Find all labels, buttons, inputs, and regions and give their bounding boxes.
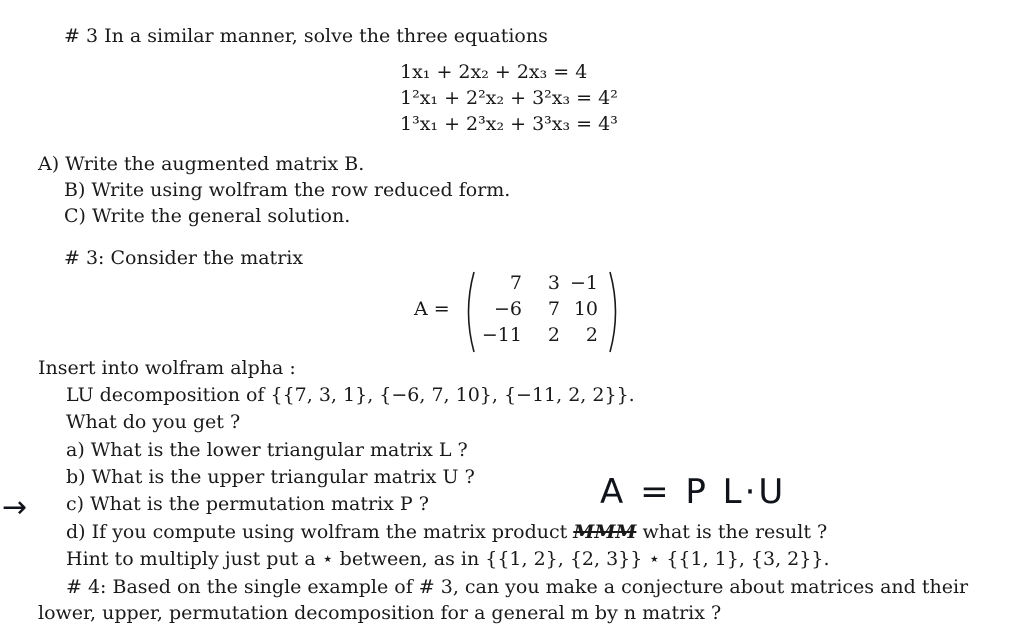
- left-paren: [462, 270, 476, 354]
- task-c: C) Write the general solution.: [64, 205, 351, 227]
- matrix-A: [462, 270, 622, 354]
- matrix-cell: 7: [509, 272, 522, 294]
- question-d: [66, 520, 827, 544]
- handwritten-formula: A = P L·U: [600, 472, 787, 512]
- task-b: B) Write using wolfram the row reduced form.: [64, 179, 511, 201]
- question-a: a) What is the lower triangular matrix L ?: [66, 439, 468, 461]
- arrow-icon: →: [2, 490, 28, 525]
- question-d-prefix: d) If you compute using wolfram the matrix product: [66, 521, 568, 543]
- consider-matrix-heading: # 3: Consider the matrix: [64, 247, 304, 269]
- matrix-cell: 10: [573, 298, 598, 320]
- question-b: b) What is the upper triangular matrix U ?: [66, 466, 475, 488]
- insert-instruction: Insert into wolfram alpha :: [38, 357, 296, 379]
- matrix-cell: 3: [547, 272, 560, 294]
- equation-3: 1³x₁ + 2³x₂ + 3³x₃ = 4³: [400, 113, 618, 135]
- matrix-label: A =: [414, 298, 450, 320]
- question-4-line-2: lower, upper, permutation decomposition for a general m by n matrix ?: [38, 602, 722, 624]
- question-4-line-1: # 4: Based on the single example of # 3, can you make a conjecture about matrices and their: [66, 576, 969, 598]
- matrix-cell: −1: [569, 272, 598, 294]
- matrix-cell: 7: [547, 298, 560, 320]
- matrix-cell: 2: [547, 324, 560, 346]
- hint: Hint to multiply just put a ⋆ between, as in {{1, 2}, {2, 3}} ⋆ {{1, 1}, {3, 2}}.: [66, 548, 830, 570]
- question-c: c) What is the permutation matrix P ?: [66, 493, 429, 515]
- matrix-cell: −6: [493, 298, 522, 320]
- matrix-grid: [480, 272, 604, 350]
- matrix-cell: −11: [481, 324, 522, 346]
- problem-3-heading: # 3 In a similar manner, solve the three equations: [64, 25, 548, 47]
- question-d-suffix: what is the result ?: [642, 521, 828, 543]
- struck-out-text: MMM: [573, 521, 637, 543]
- task-a: A) Write the augmented matrix B.: [38, 153, 365, 175]
- matrix-cell: 2: [585, 324, 598, 346]
- lu-command: LU decomposition of {{7, 3, 1}, {−6, 7, 10}, {−11, 2, 2}}.: [66, 384, 635, 406]
- equation-1: 1x₁ + 2x₂ + 2x₃ = 4: [400, 61, 588, 83]
- what-do-you-get: What do you get ?: [66, 411, 241, 433]
- equation-2: 1²x₁ + 2²x₂ + 3²x₃ = 4²: [400, 87, 618, 109]
- right-paren: [608, 270, 622, 354]
